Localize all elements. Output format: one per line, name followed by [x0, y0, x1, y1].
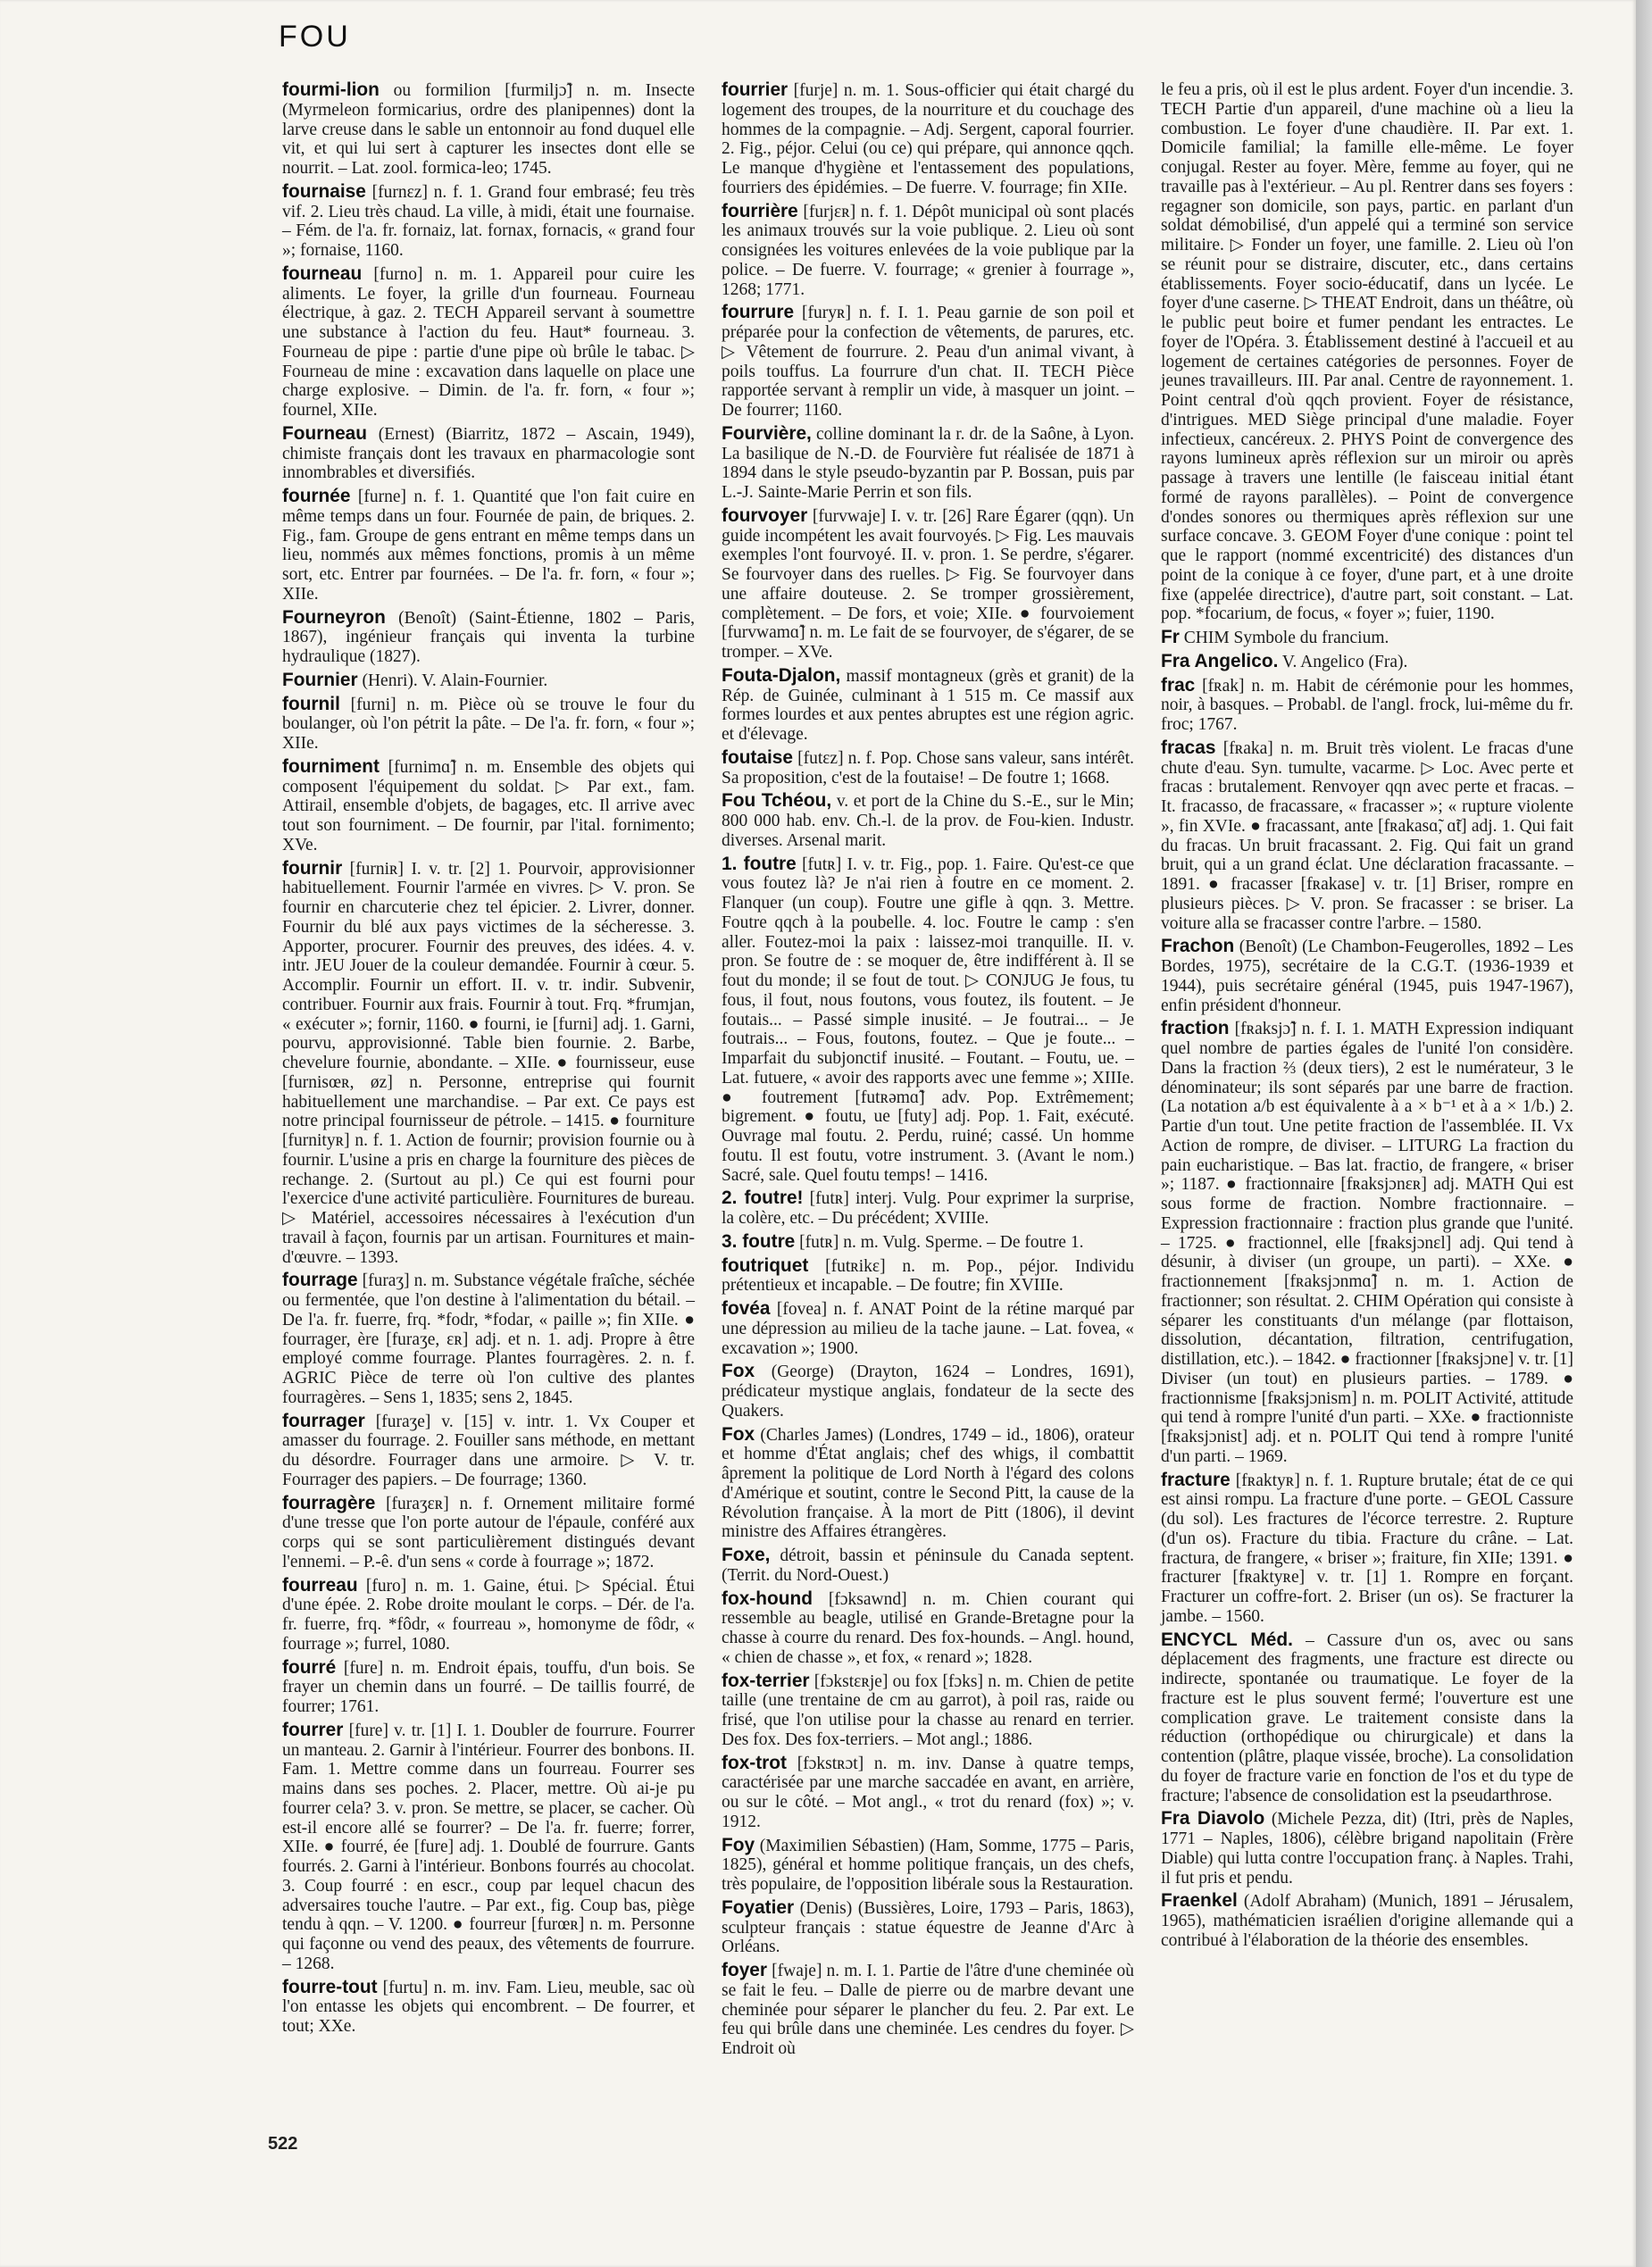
dictionary-entry: [722, 1362, 1134, 1421]
entry-definition: [fʀaksjɔ̃] n. f. I. 1. MATH Expression indiquant quel nombre de parties égales de l'unité l'on considère. Dans la fraction ⅔ (deux tiers), 2 est le numérateur, 3 le dénominateur; ils sont séparés par une barre de fraction. (La notation a/b est équivalente à a × b⁻¹ et à a × 1/b.) 2. Partie d'un tout. Une petite fraction de l'assemblée. II. Vx Action de rompre, de diviser. – LITURG La fraction du pain eucharistique. – Bas lat. fractio, de frangere, « briser »; 1187. ● fractionnaire [fʀaksjɔnɛʀ] adj. MATH Qui est sous forme de fraction. Nombre fractionnaire. – Expression fractionnaire : fraction plus grande que l'unité. – 1725. ● fractionnel, elle [fʀaksjɔnɛl] adj. Qui tend à désunir, à diviser (un groupe, un parti). – XXe. ● fractionnement [fʀaksjɔnmɑ̃] n. m. 1. Action de fractionner; son résultat. 2. CHIM Opération qui consiste à séparer les constituants d'un mélange (par flottaison, dissolution, décantation, filtration, centrifugation, distillation, etc.). – 1842. ● fractionner [fʀaksjɔne] v. tr. [1] Diviser (un tout) en plusieurs parties. – 1789. ● fractionnisme [fʀaksjɔnism] n. m. POLIT Activité, attitude qui tend à rompre l'unité d'un parti. – XXe. ● fractionniste [fʀaksjɔnist] adj. et n. POLIT Qui tend à rompre l'unité d'un parti. – 1969.: [1161, 1020, 1573, 1466]
entry-definition: [furnɛz] n. f. 1. Grand four embrasé; feu très vif. 2. Lieu très chaud. La ville, à midi, était une fournaise. – Fém. de l'a. fr. fornaiz, lat. fornax, fornacis, « grand four »; fornaise, 1160.: [282, 182, 696, 260]
dictionary-entry: [722, 1836, 1134, 1895]
entry-headword: Fourvière,: [722, 422, 812, 444]
entry-definition: [furje] n. m. 1. Sous-officier qui était chargé du logement des troupes, de la nourriture et du couchage des hommes de la compagnie. – Adj. Sergent, caporal fourrier. 2. Fig., péjor. Celui (ou ce) qui prépare, qui annonce qqch. Le manque d'hygiène et l'entassement des populations, fourriers des épidémies. – De fuerre. V. fourrage; fin XIIe.: [722, 81, 1135, 197]
text-columns: [282, 80, 1577, 2063]
entry-definition: [furne] n. f. 1. Quantité que l'on fait cuire en même temps dans un four. Fournée de pain, de briques. 2. Fig., fam. Groupe de gens entrant en même temps dans un lieu, nommés aux mêmes fonctions, promis à un même sort, etc. Entrer par fournées. – De l'a. fr. forn, « four »; XIIe.: [282, 488, 696, 604]
entry-definition: [furjɛʀ] n. f. 1. Dépôt municipal où sont placés les animaux trouvés sur la voie publique. 2. Lieu où sont consignées les voitures enlevées de la voie publique par la police. – De fuerre. V. fourrage; « grenier à fourrage », 1268; 1771.: [722, 202, 1135, 299]
entry-headword: Fournier: [282, 669, 358, 690]
dictionary-entry: [282, 1271, 695, 1407]
column-1: [282, 80, 695, 2063]
dictionary-entry: [282, 859, 695, 1268]
entry-headword: Foyatier: [722, 1896, 795, 1918]
entry-definition: (Maximilien Sébastien) (Ham, Somme, 1775 – Paris, 1825), général et homme politique français, un des chefs, très populaire, de l'opposition libérale sous la Restauration.: [722, 1836, 1135, 1894]
page-edge: [1636, 0, 1652, 2267]
dictionary-entry: [722, 854, 1134, 1186]
entry-definition: [futʀ] n. m. Vulg. Sperme. – De foutre 1.: [799, 1232, 1084, 1252]
entry-definition: V. Angelico (Fra).: [1281, 652, 1408, 671]
entry-headword: fourré: [282, 1656, 337, 1678]
entry-headword: fourrière: [722, 200, 798, 221]
dictionary-entry: [1161, 676, 1573, 735]
entry-headword: fourniment: [282, 755, 380, 777]
entry-headword: fournir: [282, 857, 343, 879]
entry-definition: massif montagneux (grès et granit) de la Rép. de Guinée, culminant à 1 515 m. Ce massif aux formes lourdes et aux pentes abruptes est une région agric. et d'élevage.: [722, 666, 1134, 744]
entry-definition: [furnimɑ̃] n. m. Ensemble des objets qui composent l'équipement du soldat. ▷ Par ext., fam. Attirail, ensemble d'objets, de bagages, etc. Il arrive avec tout son fourniment. – De fournir, par l'ital. fornimento; XVe.: [282, 757, 696, 854]
entry-definition: CHIM Symbole du francium.: [1183, 629, 1389, 647]
entry-headword: fourre-tout: [282, 1976, 378, 1997]
entry-headword: fourvoyer: [722, 504, 808, 526]
entry-headword: fourrer: [282, 1719, 344, 1740]
entry-headword: Fra Angelico.: [1161, 650, 1279, 671]
dictionary-entry: [1161, 628, 1573, 648]
dictionary-entry: [722, 1188, 1134, 1229]
entry-headword: fournaise: [282, 180, 366, 202]
entry-headword: fourrage: [282, 1270, 358, 1291]
dictionary-entry: [722, 1589, 1134, 1668]
page-number: 522: [268, 2134, 298, 2154]
dictionary-entry: [282, 182, 695, 261]
dictionary-entry: [282, 757, 695, 855]
dictionary-entry: [282, 487, 695, 604]
entry-definition: (Michele Pezza, dit) (Itri, près de Naples, 1771 – Naples, 1806), célèbre brigand napolitain (Frère Diable) qui lutta contre l'occupation franç. à Naples. Trahi, il fut pris et pendu.: [1161, 1810, 1573, 1888]
entry-definition: [futʀikɛ] n. m. Pop., péjor. Individu prétentieux et incapable. – De foutre; fin XVIIIe.: [722, 1256, 1135, 1296]
entry-definition: [furyʀ] n. f. I. 1. Peau garnie de son poil et préparée pour la confection de vêtements, de parures, etc. ▷ Vêtement de fourrure. 2. Peau d'un animal vivant, à poils touffus. La fourrure d'un chat. II. TECH Pièce rapportée servant à remplir un vide, à masquer un joint. – De fourrer; 1160.: [722, 304, 1134, 420]
entry-definition: – Cassure d'un os, avec ou sans déplacement des fragments, une fracture est directe ou indirecte, spontanée ou traumatique. Le foyer de la fracture est le plus souvent fermé; l'ouverture est une complication grave. Le traitement consiste dans la réduction (orthopédique ou chirurgicale) et dans la contention (plâtre, plaque vissée, broche). La consolidation du foyer de fracture varie en fonction de l'os et du type de fracture; l'absence de consolidation est la pseudarthrose.: [1161, 1630, 1574, 1805]
entry-headword: Fouta-Djalon,: [722, 664, 841, 686]
entry-definition: [fɔkstʀɔt] n. m. inv. Danse à quatre temps, caractérisée par une marche saccadée en avant, en arrière, ou sur le côté. – Mot angl., « trot du renard (fox) »; v. 1912.: [722, 1754, 1135, 1831]
entry-headword: fox-terrier: [722, 1670, 810, 1691]
dictionary-entry: [1161, 1891, 1573, 1950]
entry-definition: colline dominant la r. dr. de la Saône, à Lyon. La basilique de N.-D. de Fourvière fut réalisée de 1871 à 1894 dans le style pseudo-byzantin par P. Bossan, puis par L.-J. Sainte-Marie Perrin et son fils.: [722, 424, 1134, 502]
dictionary-entry: [282, 608, 695, 667]
entry-headword: fovéa: [722, 1298, 771, 1319]
dictionary-entry: [722, 1754, 1134, 1832]
entry-headword: foutriquet: [722, 1254, 809, 1276]
dictionary-entry: [722, 1425, 1134, 1543]
entry-definition: [furtu] n. m. inv. Fam. Lieu, meuble, sac où l'on entasse les objets qui encombrent. – De fourrer, et tout; XXe.: [282, 1978, 695, 2036]
dictionary-entry: [282, 264, 695, 421]
entry-definition: [fʀaka] n. m. Bruit très violent. Le fracas d'une chute d'eau. Syn. tumulte, vacarme. ▷ Loc. Avec perte et fracas : brutalement. Renvoyer qqn avec perte et fracas. – It. fracasso, de fracassare, « fracasser »; « rupture violente », fin XVIe. ● fracassant, ante [fʀakasɑ̃, ɑ̃t] adj. 1. Qui fait du fracas. Un bruit fracassant. 2. Fig. Qui fait un grand bruit, qui a un grand éclat. Une déclaration fracassante. – 1891. ● fracasser [fʀakase] v. tr. [1] Briser, rompre en plusieurs pièces. ▷ V. pron. Se fracasser : se briser. La voiture alla se fracasser contre l'arbre. – 1580.: [1161, 738, 1574, 933]
dictionary-entry: [722, 1546, 1134, 1586]
entry-headword: ENCYCL Méd.: [1161, 1629, 1293, 1650]
entry-headword: Fou Tchéou,: [722, 790, 832, 812]
dictionary-entry: [282, 1978, 695, 2037]
entry-headword: fourragère: [282, 1492, 376, 1513]
entry-definition: [furno] n. m. 1. Appareil pour cuire les aliments. Le foyer, la grille d'un fourneau. Fourneau électrique, à gaz. 2. TECH Appareil servant à soumettre une substance à l'action du feu. Haut* fourneau. 3. Fourneau de pipe : partie d'une pipe où brûle le tabac. ▷ Fourneau de mine : excavation dans laquelle on place une charge explosive. – Dimin. de l'a. fr. forn, « four »; fournel, XIIe.: [282, 264, 695, 420]
entry-headword: Fox: [722, 1423, 755, 1445]
entry-headword: Frachon: [1161, 936, 1235, 957]
entry-headword: Fourneau: [282, 422, 368, 444]
entry-definition: [futɛz] n. f. Pop. Chose sans valeur, sans intérêt. Sa proposition, c'est de la foutaise! – De foutre 1; 1668.: [722, 748, 1135, 788]
dictionary-entry: [282, 1658, 695, 1717]
entry-definition: [fɔksawnd] n. m. Chien courant qui ressemble au beagle, utilisé en Grande-Bretagne pour la chasse à courre du renard. Des fox-hounds. – Angl. hound, « chien de chasse », et fox, « renard »; 1828.: [722, 1589, 1134, 1667]
entry-definition: (Charles James) (Londres, 1749 – id., 1806), orateur et homme d'État anglais; chef des whigs, il combattit âprement la politique de Lord North à l'égard des colons d'Amérique et soutint, contre le Second Pitt, la cause de la Révolution française. À la mort de Pitt (1806), il devint ministre des Affaires étrangères.: [722, 1425, 1135, 1542]
entry-definition: [fwaje] n. m. I. 1. Partie de l'âtre d'une cheminée où se fait le feu. – Dalle de pierre ou de marbre devant une cheminée pour séparer le plancher du feu. 2. Par ext. Le feu qui brûle dans une cheminée. Les cendres du foyer. ▷ Endroit où: [722, 1962, 1134, 2058]
entry-headword: 3. foutre: [722, 1230, 796, 1252]
entry-headword: Fr: [1161, 627, 1180, 647]
dictionary-entry: [282, 80, 695, 179]
entry-headword: fracture: [1161, 1469, 1231, 1490]
entry-headword: frac: [1161, 674, 1196, 696]
entry-definition: [furvwaje] I. v. tr. [26] Rare Égarer (qqn). Un guide incompétent les avait fourvoyés. ▷ Fig. Les mauvais exemples l'ont fourvoyé. II. v. pron. 1. Se perdre, s'égarer. Se fourvoyer dans des ruelles. ▷ Fig. Se fourvoyer dans une affaire douteuse. 2. Se tromper grossièrement, complètement. – De fors, et voie; XIIe. ● fourvoiement [furvwamɑ̃] n. m. Le fait de se fourvoyer, de s'égarer, de se tromper. – XVe.: [722, 506, 1134, 662]
dictionary-entry: [722, 424, 1134, 503]
entry-definition: (Denis) (Bussières, Loire, 1793 – Paris, 1863), sculpteur français : statue équestre de Jeanne d'Arc à Orléans.: [722, 1898, 1134, 1957]
dictionary-entry: [722, 80, 1134, 198]
entry-headword: fournil: [282, 693, 340, 714]
entry-headword: fraction: [1161, 1018, 1230, 1039]
entry-definition: [furo] n. m. 1. Gaine, étui. ▷ Spécial. Étui d'une épée. 2. Robe droite moulant le corps. – Dér. de l'a. fr. fuerre, frq. *fôdr, « fourreau », homonyme de fôdr, « fourrage »; furrel, 1080.: [282, 1576, 695, 1654]
entry-headword: fracas: [1161, 737, 1216, 758]
dictionary-entry: [1161, 738, 1573, 934]
entry-definition: (Adolf Abraham) (Munich, 1891 – Jérusalem, 1965), mathématicien israélien d'origine allemande qui a contribué à l'élaboration de la théorie des ensembles.: [1161, 1892, 1574, 1950]
dictionary-entry: [1161, 652, 1573, 672]
entry-definition: [futʀ] interj. Vulg. Pour exprimer la surprise, la colère, etc. – Du précédent; XVIIIe.: [722, 1189, 1135, 1228]
dictionary-entry: [722, 1671, 1134, 1750]
entry-definition: [furni] n. m. Pièce où se trouve le four du boulanger, où l'on pétrit la pâte. – De l'a. fr. forn, « four »; XIIe.: [282, 695, 695, 753]
dictionary-entry: [722, 202, 1134, 300]
dictionary-entry: [282, 1412, 695, 1490]
entry-definition: [fovea] n. f. ANAT Point de la rétine marqué par une dépression au milieu de la tache jaune. – Lat. fovea, « excavation »; 1900.: [722, 1300, 1134, 1358]
entry-headword: fourrure: [722, 302, 795, 323]
entry-definition: [furniʀ] I. v. tr. [2] 1. Pourvoir, approvisionner habituellement. Fournir l'armée en vivres. ▷ V. pron. Se fournir en charcuterie chez tel épicier. 2. Livrer, donner. Fournir du blé aux pays victimes de la sécheresse. 3. Apporter, procurer. Fournir des preuves, des idées. 4. v. intr. JEU Jouer de la couleur demandée. Fournir à cœur. 5. Accomplir. Fournir un effort. II. v. tr. indir. Subvenir, contribuer. Fournir aux frais. Fournir à tout. Frq. *frumjan, « exécuter »; fornir, 1160. ● fourni, ie [furni] adj. 1. Garni, pourvu, approvisionné. Table bien fournie. 2. Barbe, chevelure fournie, abondante. – XIIe. ● fournisseur, euse [furnisœʀ, øz] n. Personne, entreprise qui fournit habituellement une marchandise. – Par ext. Ce pays est notre principal fournisseur de pétrole. – 1415. ● fourniture [furnityʀ] n. f. 1. Action de fournir; provision fournie ou à fournir. L'usine a pris en charge la fourniture des pièces de rechange. 2. (Surtout au pl.) Ce qui est fourni pour l'exercice d'une activité particulière. Fournitures de bureau. ▷ Matériel, accessoires nécessaires à l'exécution d'un travail à façon, fournis par un artisan. Fournitures et main-d'œuvre. – 1393.: [282, 859, 696, 1267]
entry-headword: fourmi-lion: [282, 79, 380, 100]
entry-headword: fourneau: [282, 263, 363, 284]
entry-headword: Fourneyron: [282, 606, 386, 628]
dictionary-entry: [1161, 937, 1573, 1015]
entry-definition: (Benoît) (Le Chambon-Feugerolles, 1892 – Les Bordes, 1975), secrétaire de la C.G.T. (1936-1939 et 1944), puis secrétaire général (1945, puis 1947-1967), enfin président d'honneur.: [1161, 938, 1574, 1015]
entry-headword: 1. foutre: [722, 853, 797, 874]
entry-definition: [fɔkstɛʀje] ou fox [fɔks] n. m. Chien de petite taille (une trentaine de cm au garrot), à poil ras, raide ou frisé, que l'on utilise pour la chasse au renard en terrier. Des fox. Des fox-terriers. – Mot angl.; 1886.: [722, 1671, 1135, 1749]
dictionary-entry: [282, 671, 695, 691]
entry-headword: Fra Diavolo: [1161, 1808, 1265, 1829]
entry-headword: fourreau: [282, 1574, 358, 1596]
dictionary-entry: [282, 1721, 695, 1974]
entry-definition: [fʀak] n. m. Habit de cérémonie pour les hommes, noir, à basques. – Probabl. de l'angl. frock, lui-même du fr. froc; 1767.: [1161, 676, 1574, 734]
entry-definition: [furaʒe] v. [15] v. intr. 1. Vx Couper et amasser du fourrage. 2. Fouiller sans méthode, en mettant du désordre. Fourrager dans une armoire. ▷ V. tr. Fourrager des papiers. – De fourrage; 1360.: [282, 1412, 696, 1489]
dictionary-entry: [1161, 80, 1573, 624]
entry-headword: Fox: [722, 1361, 755, 1382]
entry-definition: [futʀ] I. v. tr. Fig., pop. 1. Faire. Qu'est-ce que vous foutez là? Je n'ai rien à foutre en ce moment. 2. Flanquer (un coup). Foutre une gifle à qqn. 3. Mettre. Foutre qqch à la poubelle. 4. loc. Foutre le camp : s'en aller. Foutez-moi la paix : laissez-moi tranquille. II. v. pron. Se foutre de : se moquer de, être indifférent à. Il se fout du monde; il se fout de tout. ▷ CONJUG Je fous, tu fous, il fout, nous foutons, vous foutez, ils foutent. – Je foutais... – Passé simple inusité. – Je foutrai... – Je foutrais... – Fous, foutons, foutez. – Que je foute... – Imparfait du subjonctif inusité. – Foutant. – Foutu, ue. – Lat. futuere, « avoir des rapports avec une femme »; XIIIe. ● foutrement [futʀəmɑ̃] adv. Pop. Extrêmement; bigrement. ● foutu, ue [futy] adj. Pop. 1. Fait, exécuté. Ouvrage mal foutu. 2. Perdu, ruiné; cassé. Un homme foutu. Il est foutu, votre instrument. 3. (Avant le nom.) Sacré, sale. Quel foutu temps! – 1416.: [722, 854, 1134, 1185]
entry-definition: v. et port de la Chine du S.-E., sur le Min; 800 000 hab. env. Ch.-l. de la prov. de Fou-kien. Industr. diverses. Arsenal marit.: [722, 792, 1135, 850]
dictionary-entry: [722, 1898, 1134, 1957]
dictionary-entry: [722, 666, 1134, 745]
dictionary-entry: [282, 424, 695, 483]
entry-headword: Fraenkel: [1161, 1890, 1238, 1912]
entry-headword: Foxe,: [722, 1545, 771, 1565]
entry-headword: Foy: [722, 1834, 755, 1855]
entry-definition: le feu a pris, où il est le plus ardent. Foyer d'un incendie. 3. TECH Partie d'un appareil, d'une machine où a lieu la combustion. Le foyer d'une chaudière. II. Par ext. 1. Domicile familial; la famille elle-même. Le foyer conjugal. Rester au foyer. Mère, femme au foyer, qui ne travaille pas à l'extérieur. – Au pl. Rentrer dans ses foyers : regagner son domicile, son pays, partic. en parlant d'un soldat démobilisé, d'un appelé qui a terminé son service militaire. ▷ Fonder un foyer, une famille. 2. Lieu où l'on se réunit pour se distraire, discuter, etc., dans certains établissements. Foyer socio-éducatif, dans un lycée. Le foyer d'une caserne. ▷ THEAT Endroit, dans un théâtre, où le public peut boire et fumer pendant les entractes. Le foyer de l'Opéra. 3. Établissement destiné à l'accueil et au logement de certaines catégories de personnes. Foyer de jeunes travailleurs. III. Par anal. Centre de rayonnement. 1. Point central d'où qqch provient. Foyer de résistance, d'intrigues. MED Siège principal d'une maladie. Foyer infectieux, cancéreux. 2. PHYS Point de convergence des rayons lumineux après réflexion sur un miroir ou après passage à travers une lentille (le faisceau initial étant formé de rayons parallèles). – Point de convergence d'ondes sonores ou thermiques après réflexion sur une surface concave. 3. GEOM Foyer d'une conique : point tel que le rapport (nommé excentricité) des distances d'un point de la conique à ce foyer, d'une part, et à une droite fixe (appelée directrice), d'autre part, soit constant. – Lat. pop. *focarium, de focus, « foyer »; fuier, 1190.: [1161, 80, 1573, 624]
entry-definition: détroit, bassin et péninsule du Canada septent. (Territ. du Nord-Ouest.): [722, 1546, 1134, 1585]
dictionary-entry: [1161, 1809, 1573, 1888]
entry-headword: fournée: [282, 486, 351, 506]
dictionary-entry: [722, 1232, 1134, 1253]
dictionary-entry: [282, 695, 695, 754]
dictionary-entry: [722, 748, 1134, 788]
entry-headword: fox-trot: [722, 1752, 787, 1773]
dictionary-entry: [282, 1576, 695, 1654]
dictionary-entry: [1161, 1471, 1573, 1627]
dictionary-entry: [722, 1256, 1134, 1296]
entry-definition: (Ernest) (Biarritz, 1872 – Ascain, 1949), chimiste français dont les travaux en pharmacologie sont innombrables et diversifiés.: [282, 424, 696, 483]
dictionary-entry: [722, 1961, 1134, 2059]
entry-definition: [furaʒɛʀ] n. f. Ornement militaire formé d'une tresse que l'on porte autour de l'épaule, conféré aux corps qui se sont particulièrement distingués devant l'ennemi. – P.-ê. d'un sens « corde à fourrage »; 1872.: [282, 1494, 696, 1571]
dictionary-entry: [722, 303, 1134, 421]
entry-headword: foutaise: [722, 746, 793, 768]
column-2: [722, 80, 1134, 2063]
dictionary-entry: [722, 506, 1134, 663]
entry-definition: ou formilion [furmiljɔ̃] n. m. Insecte (Myrmeleon formicarius, ordre des planipennes) dont la larve creuse dans le sable un entonnoir au fond duquel elle vit, et qui lui sert à capturer les insectes dont elle se nourrit. – Lat. zool. formica-leo; 1745.: [282, 81, 696, 178]
dictionary-entry: [1161, 1019, 1573, 1466]
dictionary-entry: [1161, 1630, 1573, 1806]
entry-headword: fourrier: [722, 79, 788, 100]
entry-headword: foyer: [722, 1960, 768, 1980]
entry-definition: [fure] v. tr. [1] I. 1. Doubler de fourrure. Fourrer un manteau. 2. Garnir à l'intérieur. Fourrer des bonbons. II. Fam. 1. Mettre comme dans un fourreau. Fourrer ses mains dans ses poches. 2. Placer, mettre. Où ai-je pu fourrer cela? 3. v. pron. Se mettre, se placer, se cacher. Où est-il encore allé se fourrer? – De l'a. fr. fuerre; forrer, XIIe. ● fourré, ée [fure] adj. 1. Doublé de fourrure. Gants fourrés. 2. Garni à l'intérieur. Bonbons fourrés au chocolat. 3. Coup fourré : en escr., coup par lequel chacun des adversaires touche l'autre. – Par ext., fig. Coup bas, piège tendu à qqn. – V. 1200. ● fourreur [furœʀ] n. m. Personne qui façonne ou vend des peaux, des vêtements de fourrure. – 1268.: [282, 1721, 695, 1973]
dictionary-entry: [282, 1494, 695, 1572]
entry-definition: (George) (Drayton, 1624 – Londres, 1691), prédicateur mystique anglais, fondateur de la secte des Quakers.: [722, 1363, 1134, 1421]
entry-headword: fox-hound: [722, 1588, 813, 1609]
column-3: [1161, 80, 1573, 2063]
entry-headword: fourrager: [282, 1410, 365, 1431]
entry-definition: [fure] n. m. Endroit épais, touffu, d'un bois. Se frayer un chemin dans un fourré. – De taillis fourré, de fourrer; 1761.: [282, 1658, 695, 1716]
running-header: FOU: [279, 20, 351, 54]
entry-definition: [fʀaktyʀ] n. f. 1. Rupture brutale; état de ce qui est ainsi rompu. La fracture d'une porte. – GEOL Cassure (du sol). Les fractures de l'écorce terrestre. 2. Rupture (d'un os). Fracture du tibia. Fracture du crâne. – Lat. fractura, de frangere, « briser »; fraiture, fin XIIe; 1391. ● fracturer [fʀaktyʀe] v. tr. [1] 1. Rompre en forçant. Fracturer un coffre-fort. 2. Briser (un os). Se fracturer la jambe. – 1560.: [1161, 1471, 1573, 1626]
entry-headword: 2. foutre!: [722, 1188, 804, 1209]
entry-definition: [furaʒ] n. m. Substance végétale fraîche, séchée ou fermentée, que l'on destine à l'alimentation du bétail. – De l'a. fr. fuerre, frq. *fodr, *fodar, « paille »; fin XIIe. ● fourrager, ère [furaʒe, ɛʀ] adj. et n. 1. adj. Propre à être employé comme fourrage. Plantes fourragères. 2. n. f. AGRIC Pièce de terre où l'on cultive des plantes fourragères. – Sens 1, 1835; sens 2, 1845.: [282, 1271, 696, 1407]
dictionary-entry: [722, 791, 1134, 850]
entry-definition: (Benoît) (Saint-Étienne, 1802 – Paris, 1867), ingénieur français qui inventa la turbine hydraulique (1827).: [282, 608, 695, 666]
dictionary-entry: [722, 1299, 1134, 1358]
entry-definition: (Henri). V. Alain-Fournier.: [362, 671, 548, 690]
